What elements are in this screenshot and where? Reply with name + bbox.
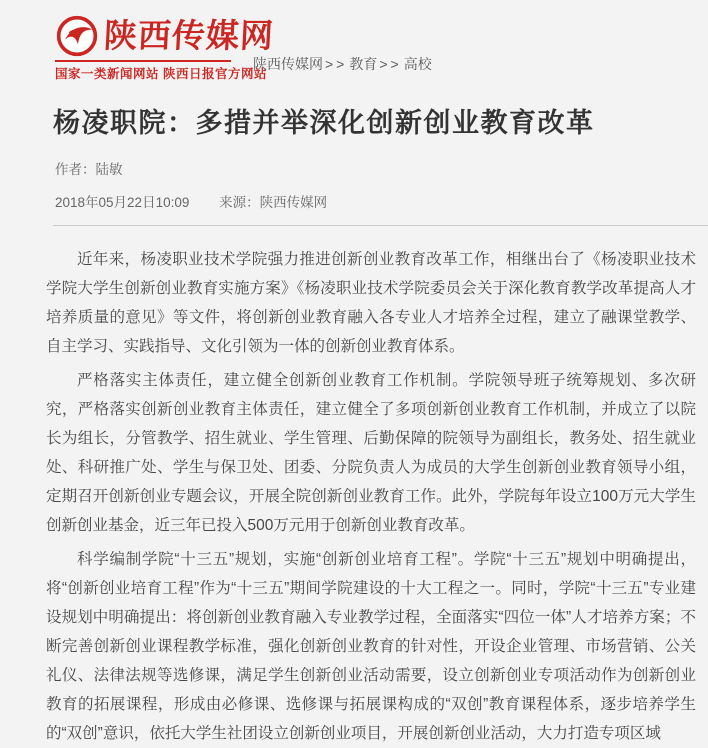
breadcrumb-link-home[interactable]: 陕西传媒网 xyxy=(253,56,323,72)
paragraph: 严格落实主体责任，建立健全创新创业教育工作机制。学院领导班子统筹规划、多次研究，严格落实创新创业教育主体责任，建立健全了多项创新创业教育工作机制，并成立了以院长为组长，分管教学、招生就业、学生管理、后勤保障的院领导为副组长，教务处、招生就业处、科研推广处、学生与保卫处、团委、分院负责人为成员的大学生创新创业教育领导小组，定期召开创新创业专题会议，开展全院创新创业教育工作。此外，学院每年设立100万元大学生创新创业基金，近三年已投入500万元用于创新创业教育改革。 xyxy=(46,372,696,534)
article-body xyxy=(46,245,696,748)
breadcrumb xyxy=(253,54,432,74)
bird-emblem-icon xyxy=(55,14,99,58)
article xyxy=(0,104,708,748)
breadcrumb-separator: >> xyxy=(325,56,348,72)
breadcrumb-separator: >> xyxy=(379,56,402,72)
paragraph: 近年来，杨凌职业技术学院强力推进创新创业教育改革工作，相继出台了《杨凌职业技术学院大学生创新创业教育实施方案》《杨凌职业技术学院委员会关于深化教育教学改革提高人才培养质量的意见》等文件，将创新创业教育融入各专业人才培养全过程，建立了融课堂教学、自主学习、实践指导、文化引领为一体的创新创业教育体系。 xyxy=(46,251,696,355)
brand-logo[interactable] xyxy=(55,14,274,82)
meta-line xyxy=(55,191,696,211)
publish-date: 2018年05月22日10:09 xyxy=(55,195,190,210)
paragraph: 科学编制学院“十三五”规划，实施“创新创业培育工程”。学院“十三五”规划中明确提出，将“创新创业培育工程”作为“十三五”期间学院建设的十大工程之一。同时，学院“十三五”专业建设规划中明确提出：将创新创业教育融入专业教学过程，全面落实“四位一体”人才培养方案；不断完善创新创业课程教学标准，强化创新创业教育的针对性，开设企业管理、市场营销、公关礼仪、法律法规等选修课，满足学生创新创业活动需要，设立创新创业专项活动作为创新创业教育的拓展课程，形成由必修课、选修课与拓展课构成的“双创”教育课程体系，逐步培养学生的“双创”意识，依托大学生社团设立创新创业项目，开展创新创业活动，大力打造专项区域 xyxy=(46,551,696,742)
author-label: 作者： xyxy=(55,162,96,177)
source-name: 陕西传媒网 xyxy=(259,195,328,210)
author-name: 陆敏 xyxy=(95,162,123,177)
article-divider xyxy=(53,225,708,226)
page-title: 杨凌职院：多措并举深化创新创业教育改革 xyxy=(53,108,595,138)
brand-tagline: 国家一类新闻网站 陕西日报官方网站 xyxy=(55,67,267,81)
breadcrumb-link-subcategory[interactable]: 高校 xyxy=(403,56,432,72)
brand-tagline-rule xyxy=(55,60,267,82)
source-label: 来源： xyxy=(219,195,260,210)
brand-logo-text: 陕西传媒网 xyxy=(103,17,275,54)
author-line xyxy=(55,158,696,178)
site-header xyxy=(0,0,708,82)
breadcrumb-link-category[interactable]: 教育 xyxy=(349,56,378,72)
